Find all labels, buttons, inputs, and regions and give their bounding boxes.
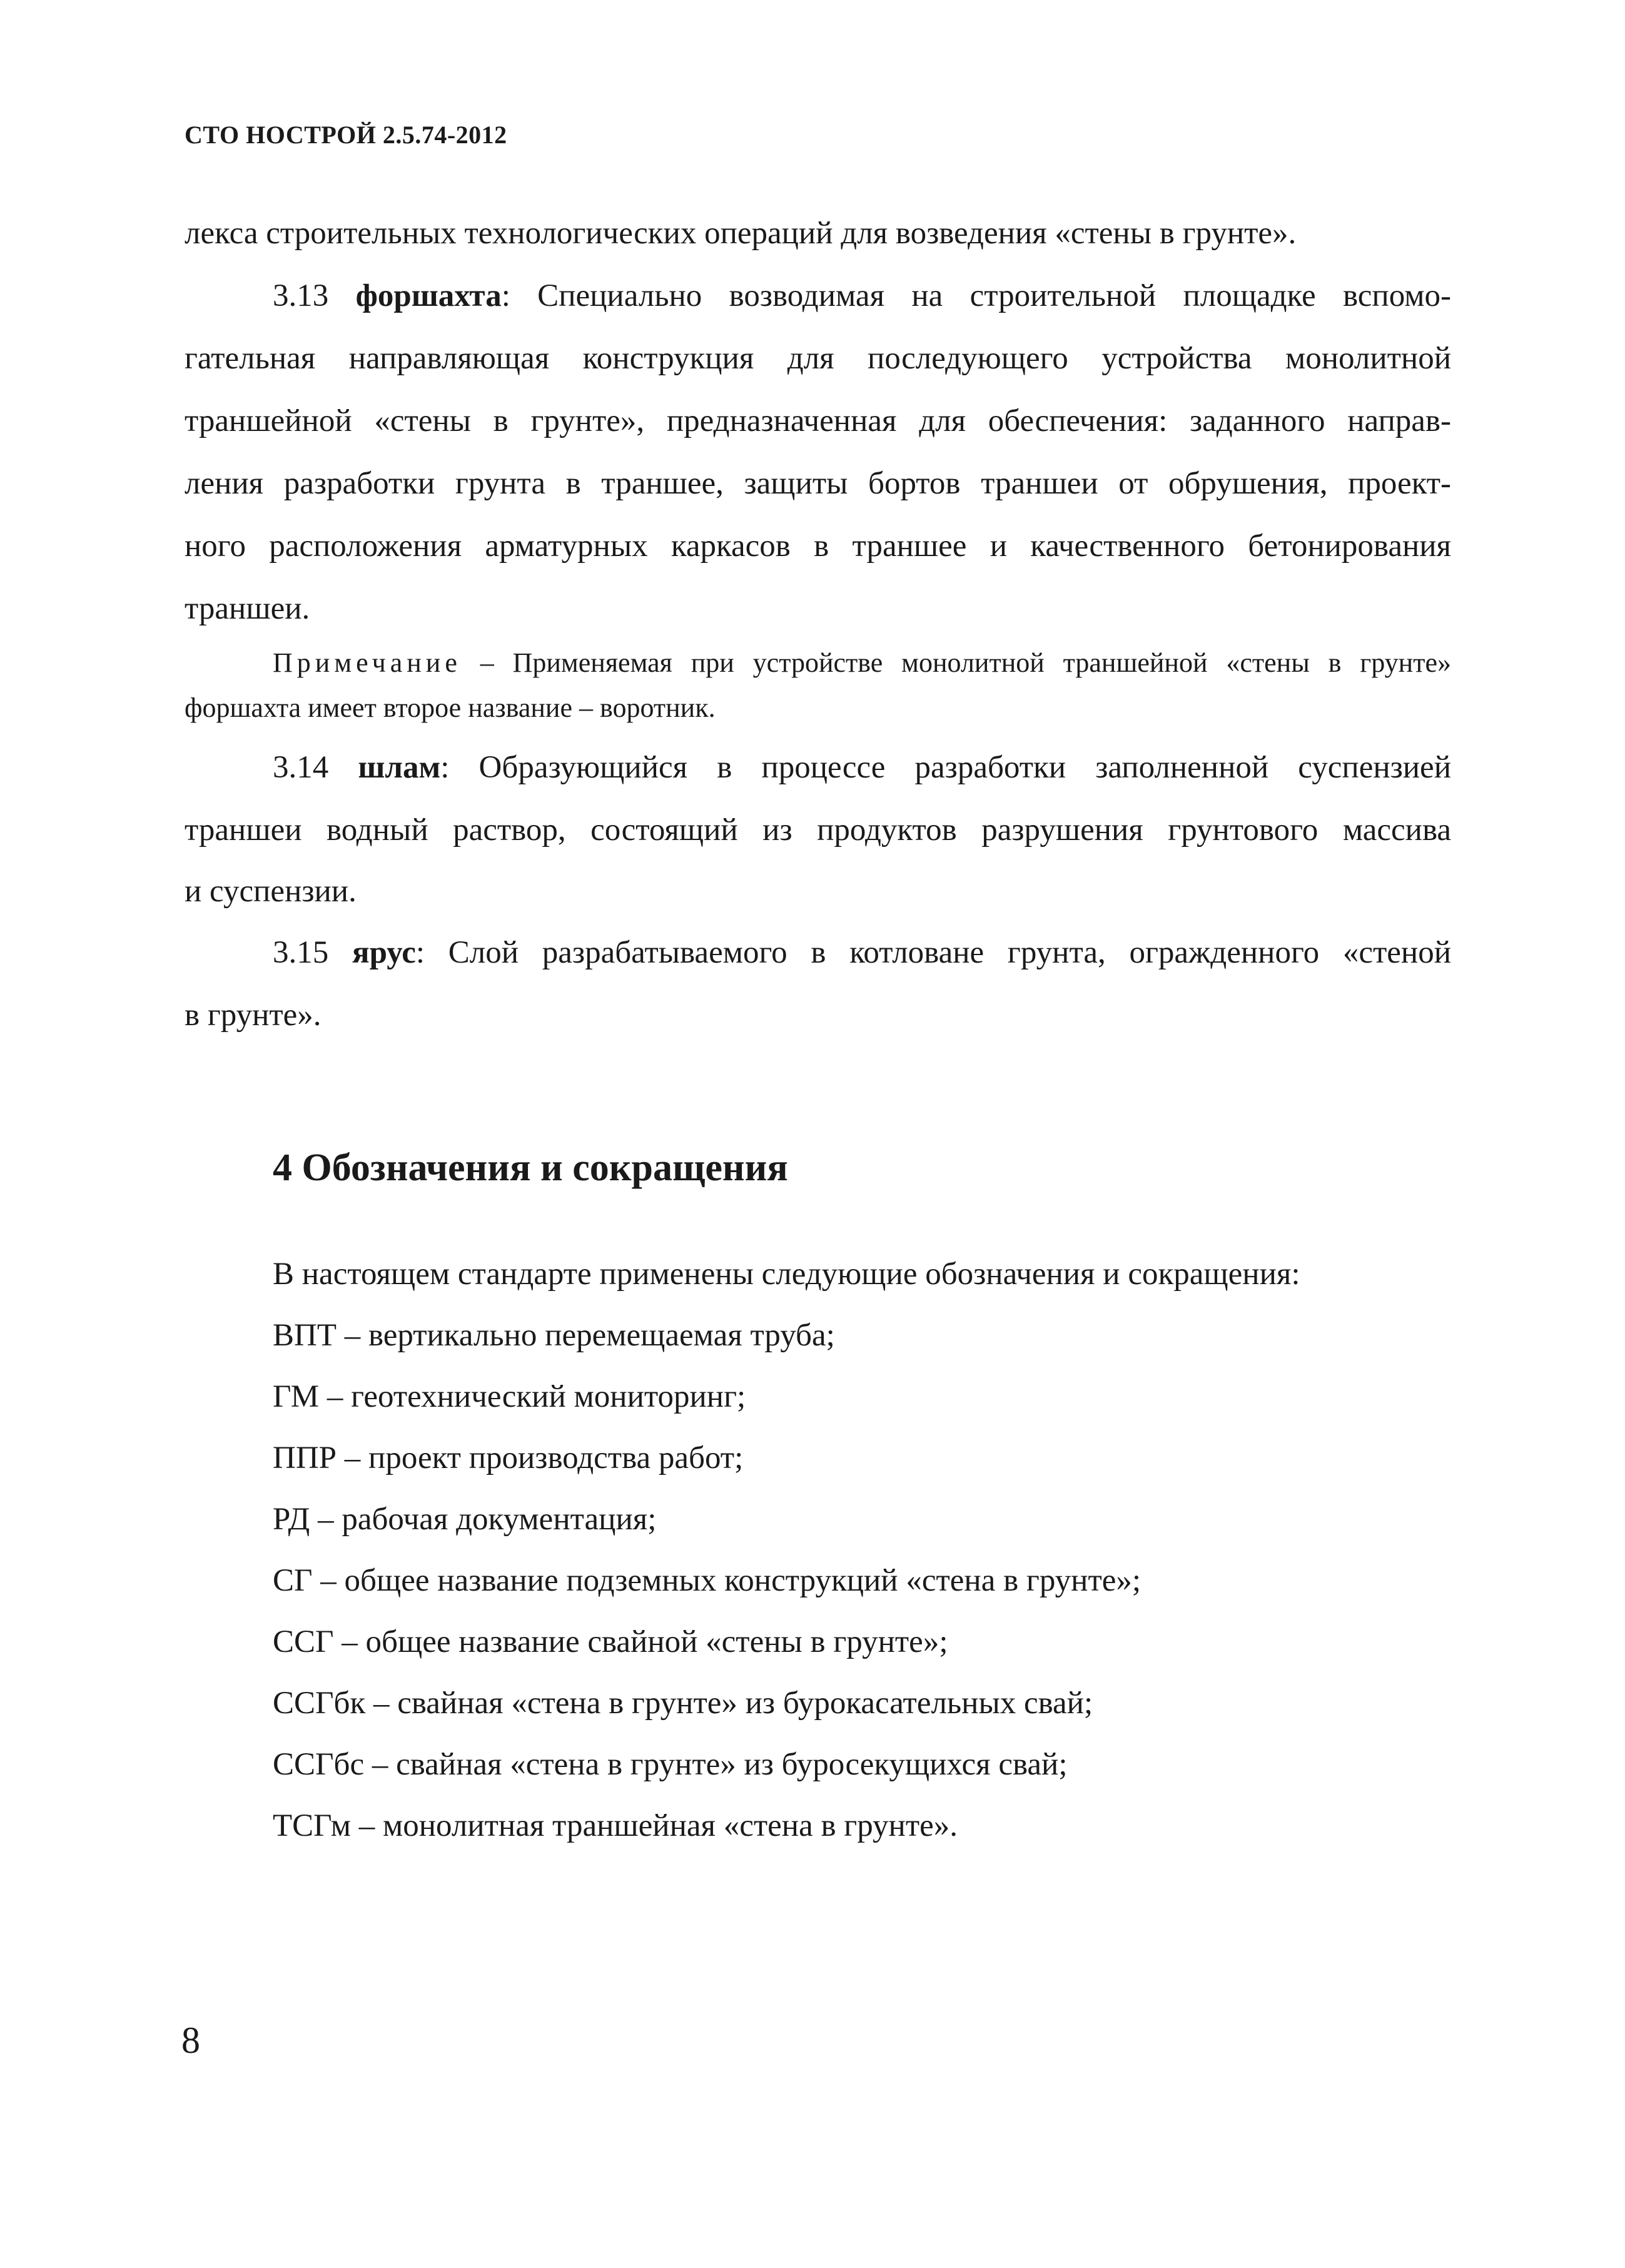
- clause-number: 3.13: [273, 278, 329, 313]
- paragraph-line: траншеи.: [185, 591, 310, 626]
- paragraph-line: и суспензии.: [185, 874, 357, 909]
- defined-term: ярус: [352, 935, 416, 970]
- section-intro: В настоящем стандарте применены следующие обозначения и сокращения:: [273, 1257, 1300, 1292]
- clause-number: 3.14: [273, 750, 329, 785]
- note-label: Примечание: [273, 647, 462, 678]
- paragraph-line: траншеи водный раствор, состоящий из продуктов разрушения грунтового массива: [185, 813, 1451, 848]
- paragraph-line: лекса строительных технологических операций для возведения «стены в грунте».: [185, 216, 1297, 251]
- running-header: СТО НОСТРОЙ 2.5.74-2012: [185, 121, 507, 149]
- defined-term: шлам: [358, 750, 441, 785]
- abbreviation-item: ССГ – общее название свайной «стены в грунте»;: [273, 1624, 948, 1659]
- abbreviation-item: ТСГм – монолитная траншейная «стена в грунте».: [273, 1808, 958, 1843]
- clause-number: 3.15: [273, 935, 329, 970]
- paragraph-line: траншейной «стены в грунте», предназначенная для обеспечения: заданного направ-: [185, 403, 1451, 438]
- page-number: 8: [181, 2020, 200, 2061]
- paragraph-315-first-line: [273, 937, 1451, 969]
- abbreviation-item: ВПТ – вертикально перемещаемая труба;: [273, 1318, 835, 1353]
- note-line: форшахта имеет второе название – воротник.: [185, 692, 716, 723]
- definition-text: : Специально возводимая на строительной площадке вспомо-: [501, 278, 1452, 313]
- note-first-line: [273, 649, 1451, 677]
- paragraph-line: ного расположения арматурных каркасов в траншее и качественного бетонирования: [185, 529, 1451, 564]
- definition-text: : Слой разрабатываемого в котловане грунта, огражденного «стеной: [415, 935, 1451, 970]
- definition-text: : Образующийся в процессе разработки заполненной суспензией: [440, 750, 1451, 785]
- abbreviation-item: ГМ – геотехнический мониторинг;: [273, 1379, 746, 1414]
- abbreviation-item: СГ – общее название подземных конструкций «стена в грунте»;: [273, 1563, 1142, 1598]
- paragraph-line: ления разработки грунта в траншее, защиты бортов траншеи от обрушения, проект-: [185, 466, 1451, 501]
- paragraph-line: в грунте».: [185, 998, 321, 1033]
- paragraph-line: гательная направляющая конструкция для последующего устройства монолитной: [185, 341, 1451, 376]
- paragraph-314-first-line: [273, 752, 1451, 784]
- section-heading: 4 Обозначения и сокращения: [273, 1147, 788, 1189]
- abbreviation-item: ППР – проект производства работ;: [273, 1440, 744, 1476]
- defined-term: форшахта: [355, 278, 502, 313]
- abbreviation-item: ССГбк – свайная «стена в грунте» из бурокасательных свай;: [273, 1686, 1093, 1721]
- abbreviation-item: РД – рабочая документация;: [273, 1502, 657, 1537]
- note-text: – Применяемая при устройстве монолитной траншейной «стены в грунте»: [461, 647, 1451, 678]
- abbreviation-item: ССГбс – свайная «стена в грунте» из буросекущихся свай;: [273, 1747, 1068, 1782]
- paragraph-313-first-line: [273, 280, 1451, 312]
